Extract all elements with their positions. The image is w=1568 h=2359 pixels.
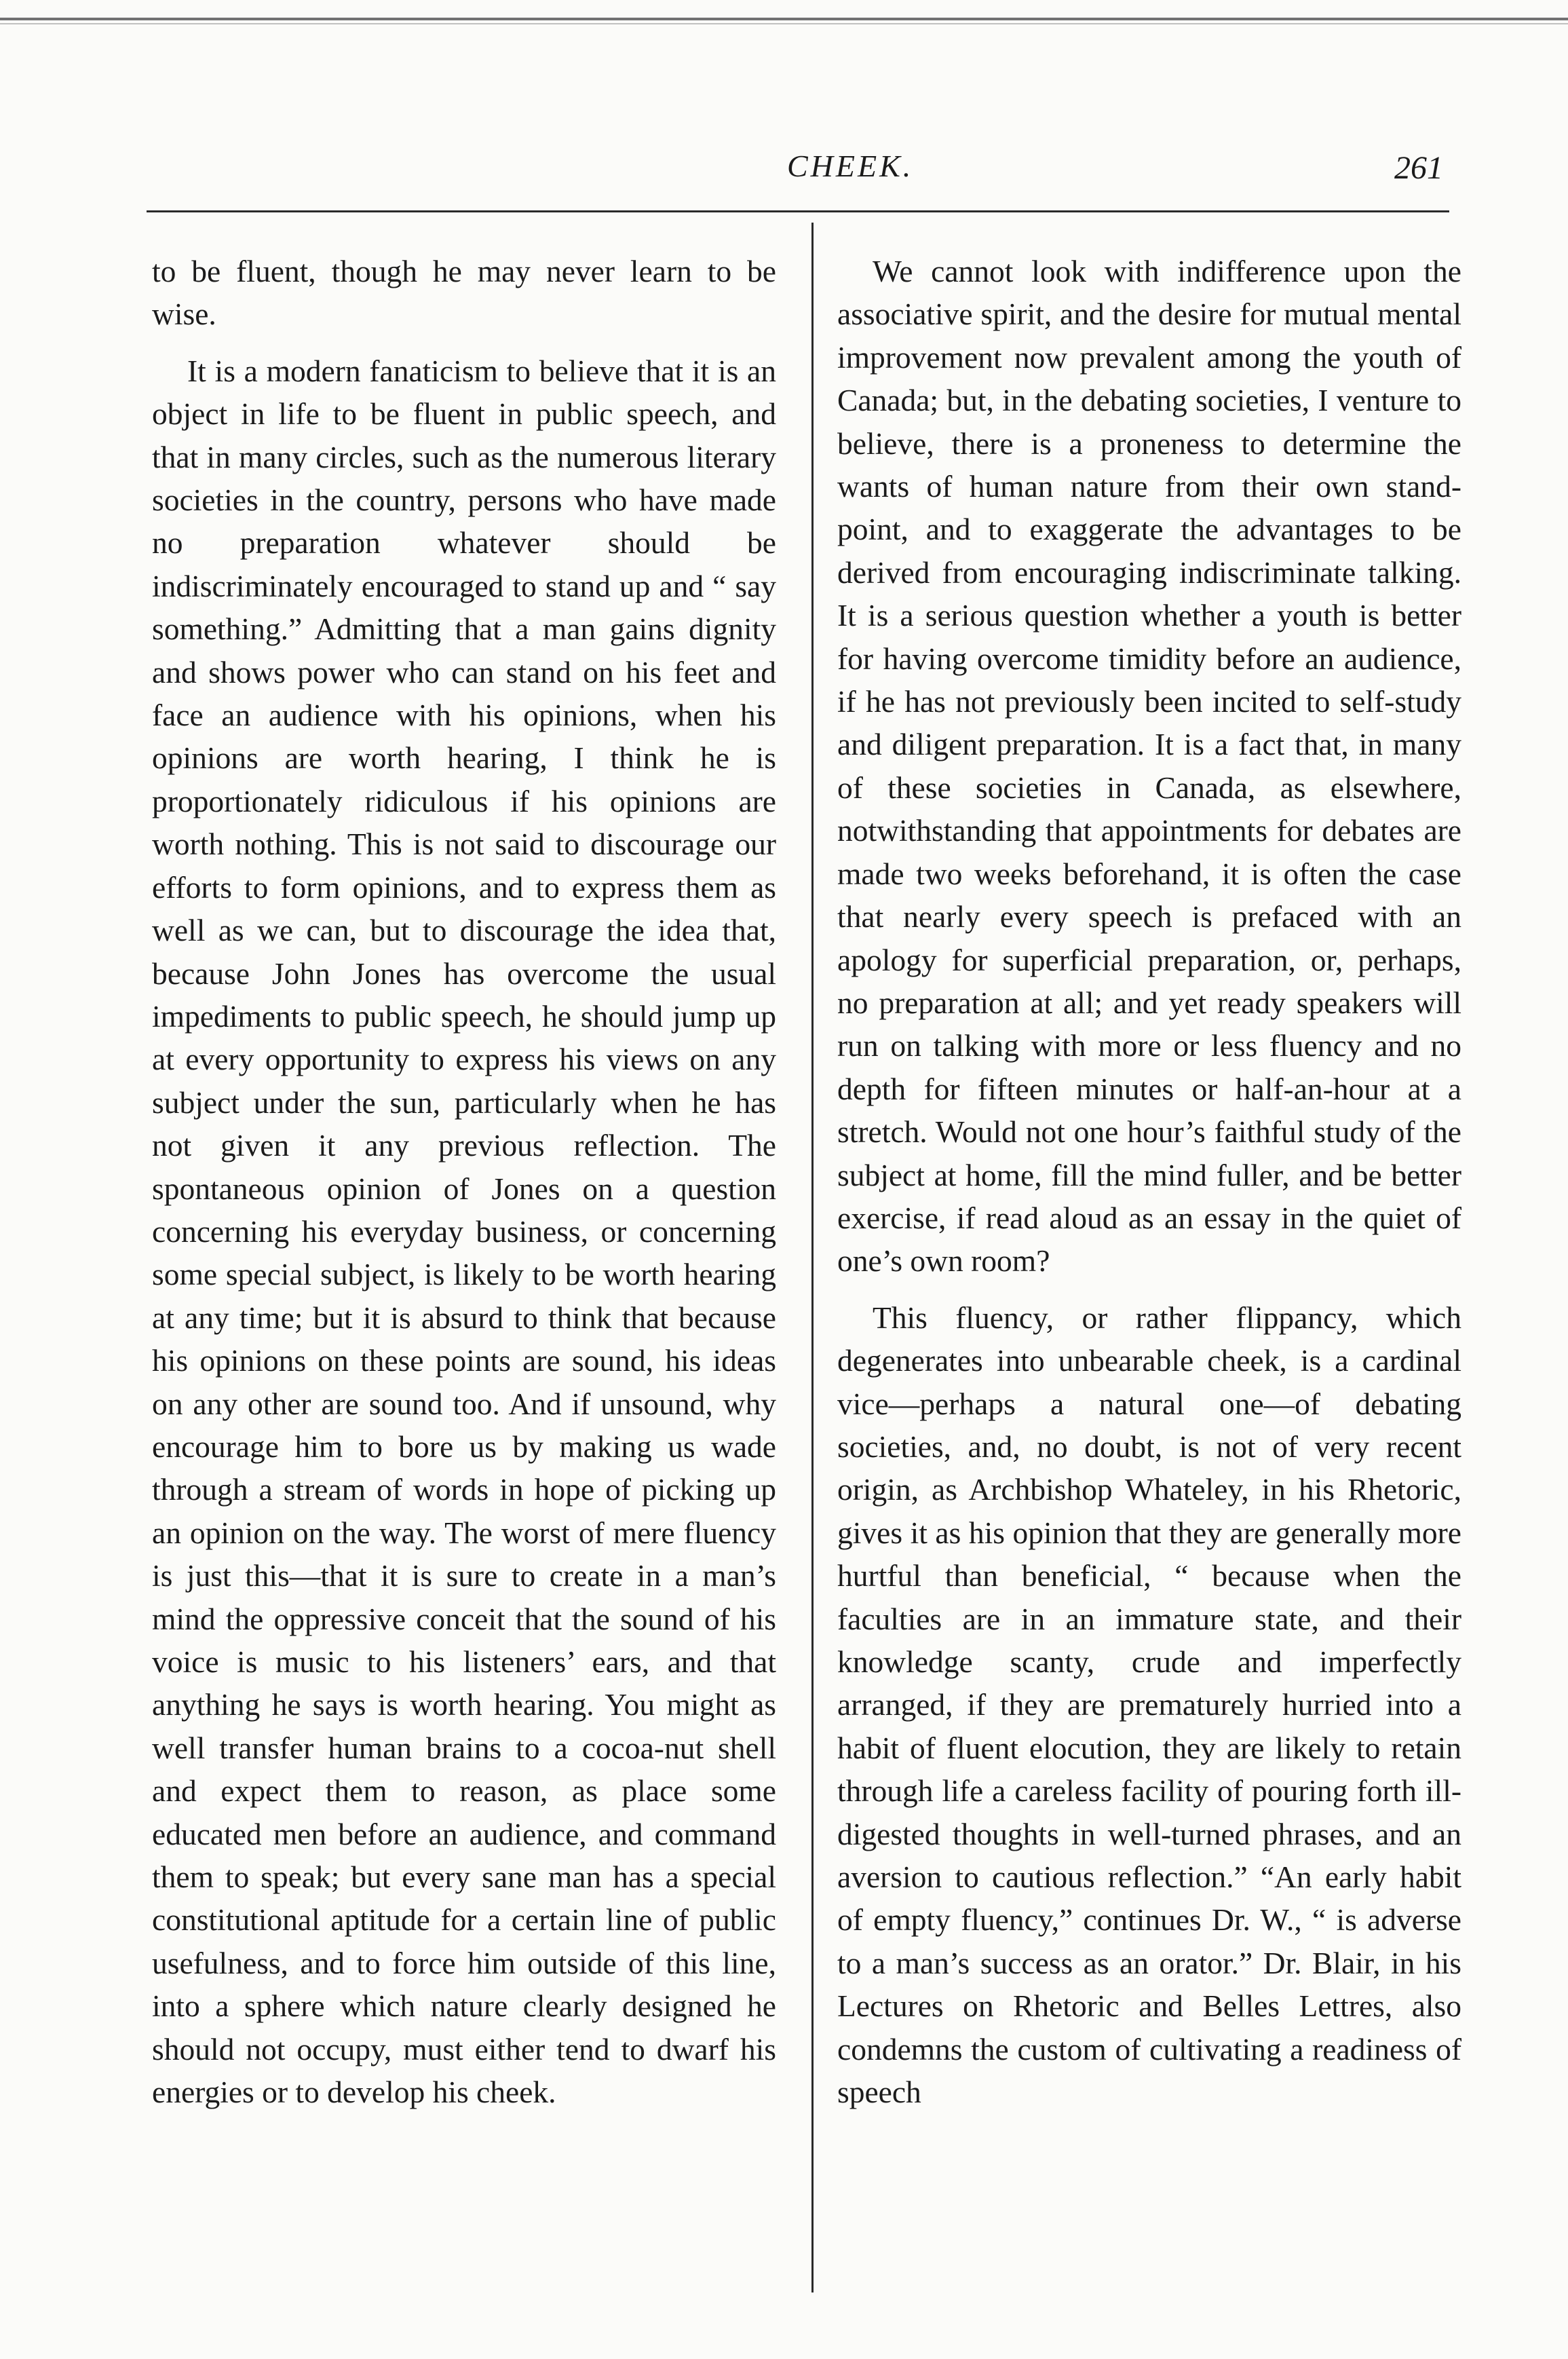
left-paragraph: It is a modern fanaticism to believe that it is an object in life to be fluent in public speech, and that in many circles, such as the numerous literary societies in the country, persons who have made no preparation whatever should be indiscriminately encouraged to stand up and “ say something.” Admitting that a man gains dignity and shows power who can stand on his feet and face an audience with his opinions, when his opinions are worth hearing, I think he is proportionately ridiculous if his opinions are worth nothing. This is not said to discourage our efforts to form opinions, and to express them as well as we can, but to discourage the idea that, because John Jones has overcome the usual impediments to public speech, he should jump up at every opportunity to express his views on any subject under the sun, particularly when he has not given it any previous reflection. The spontaneous opinion of Jones on a question concerning his everyday business, or concerning some special subject, is likely to be worth hearing at any time; but it is absurd to think that because his opinions on these points are sound, his ideas on any other are sound too. And if unsound, why encourage him to bore us by making us wade through a stream of words in hope of picking up an opinion on the way. The worst of mere fluency is just this—that it is sure to create in a man’s mind the oppressive conceit that the sound of his voice is music to his listeners’ ears, and that anything he says is worth hearing. You might as well transfer human brains to a cocoa-nut shell and expect them to reason, as place some educated men before an audience, and command them to speak; but every sane man has a special constitutional aptitude for a certain line of public usefulness, and to force him outside of this line, into a sphere which nature clearly designed he should not occupy, must either tend to dwarf his energies or to develop his cheek. <box>152 353 776 2110</box>
left-paragraph-continued: to be fluent, though he may never learn to be wise. <box>152 254 776 332</box>
page-number: 261 <box>1394 150 1443 186</box>
right-paragraph: We cannot look with indifference upon the associative spirit, and the desire for mutual mental improvement now prevalent among the youth of Canada; but, in the debating societies, I venture to believe, there is a proneness to determine the wants of human nature from their own stand-point, and to exaggerate the advantages to be derived from encouraging indiscriminate talking. It is a serious question whether a youth is better for having overcome timidity before an audience, if he has not previously been incited to self-study and diligent preparation. It is a fact that, in many of these societies in Canada, as elsewhere, notwithstanding that appointments for debates are made two weeks beforehand, it is often the case that nearly every speech is prefaced with an apology for superficial preparation, or, perhaps, no preparation at all; and yet ready speakers will run on talking with more or less fluency and no depth for fifteen minutes or half-an-hour at a stretch. Would not one hour’s faithful study of the subject at home, fill the mind fuller, and be better exercise, if read aloud as an essay in the quiet of one’s own room? <box>837 254 1461 1279</box>
left-column <box>152 250 776 2113</box>
running-title: CHEEK. <box>787 149 914 183</box>
top-edge-rule <box>0 18 1568 20</box>
top-edge-rule-secondary <box>0 23 1568 24</box>
column-divider <box>811 223 814 2292</box>
right-column <box>837 250 1461 2113</box>
header-rule <box>147 210 1449 212</box>
right-paragraph: This fluency, or rather flippancy, which degenerates into unbearable cheek, is a cardinal vice—perhaps a natural one—of debating societies, and, no doubt, is not of very recent origin, as Archbishop Whateley, in his Rhetoric, gives it as his opinion that they are generally more hurtful than beneficial, “ because when the faculties are in an immature state, and their knowledge scanty, crude and imperfectly arranged, if they are prematurely hurried into a habit of fluent elocution, they are likely to retain through life a careless facility of pouring forth ill-digested thoughts in well-turned phrases, and an aversion to cautious reflection.” “An early habit of empty fluency,” continues Dr. W., “ is adverse to a man’s success as an orator.” Dr. Blair, in his Lectures on Rhetoric and Belles Lettres, also condemns the custom of cultivating a readiness of speech <box>837 1300 1461 2110</box>
